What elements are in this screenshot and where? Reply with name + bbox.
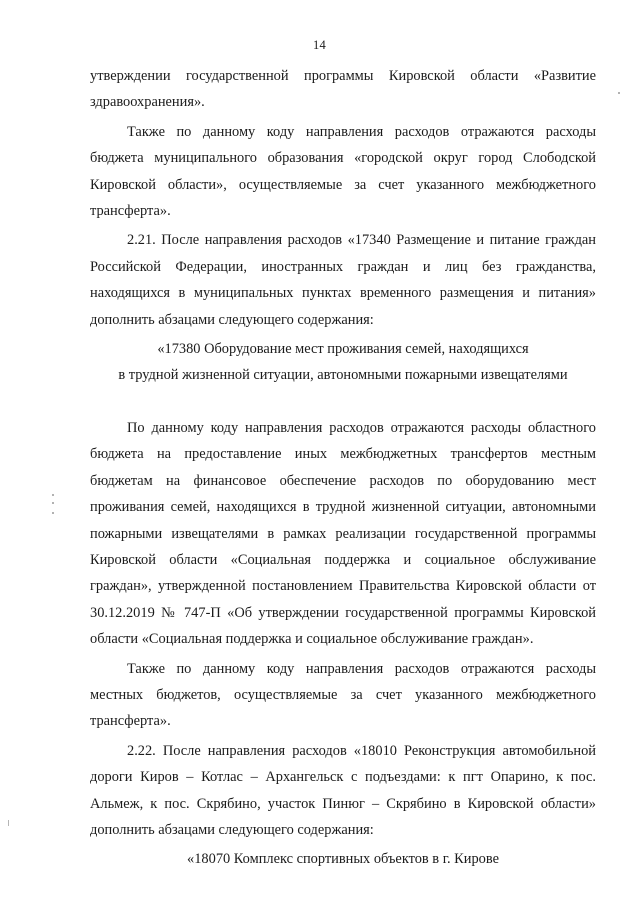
page-number: 14 [312,38,327,52]
heading-17380-line1: «17380 Оборудование мест проживания семей, находящихся [157,341,529,358]
scan-speck [52,512,54,514]
paragraph-section-2-22: 2.22. После направления расходов «18010 Реконструкция автомобильной дороги Киров – Котлас – Архангельск с подъездами: к пгт Опарино, к пос. Альмеж, к пос. Скрябино, участок Пинюг – Скрябино в Кировской области» дополнить абзацами следующего содержания: [90,742,596,838]
heading-17380-line2: в трудной жизненной ситуации, автономными пожарными извещателями [118,367,568,384]
scan-mark [8,820,9,826]
paragraph-local-budgets: Также по данному коду направления расходов отражаются расходы местных бюджетов, осуществляемые за счет указанного межбюджетного трансферта». [90,660,596,730]
paragraph-slobodskoy-transfer: Также по данному коду направления расходов отражаются расходы бюджета муниципального образования «городской округ город Слободской Кировской области», осуществляемые за счет указанного межбюджетного трансферта». [90,123,596,220]
scan-speck [618,92,620,94]
paragraph-17380-description: По данному коду направления расходов отражаются расходы областного бюджета на предоставление иных межбюджетных трансфертов местным бюджетам на финансовое обеспечение расходов по оборудованию мест проживания семей, находящихся в трудной жизненной ситуации, автономными пожарными извещателями в рамках реализации государственной программы Кировской области «Социальная поддержка и социальное обслуживание граждан», утвержденной постановлением Правительства Кировской области от 30.12.2019 № 747-П «Об утверждении государственной программы Кировской области «Социальная поддержка и социальное обслуживание граждан». [90,419,596,648]
document-body [90,63,596,873]
paragraph-continuation: утверждении государственной программы Кировской области «Развитие здравоохранения». [90,68,596,111]
scan-speck [52,494,54,496]
paragraph-section-2-21: 2.21. После направления расходов «17340 Размещение и питание граждан Российской Федерации, иностранных граждан и лиц без гражданства, находящихся в муниципальных пунктах временного размещения и питания» дополнить абзацами следующего содержания: [90,232,596,328]
scan-speck [52,502,54,504]
heading-18070: «18070 Комплекс спортивных объектов в г. Кирове [187,851,499,868]
